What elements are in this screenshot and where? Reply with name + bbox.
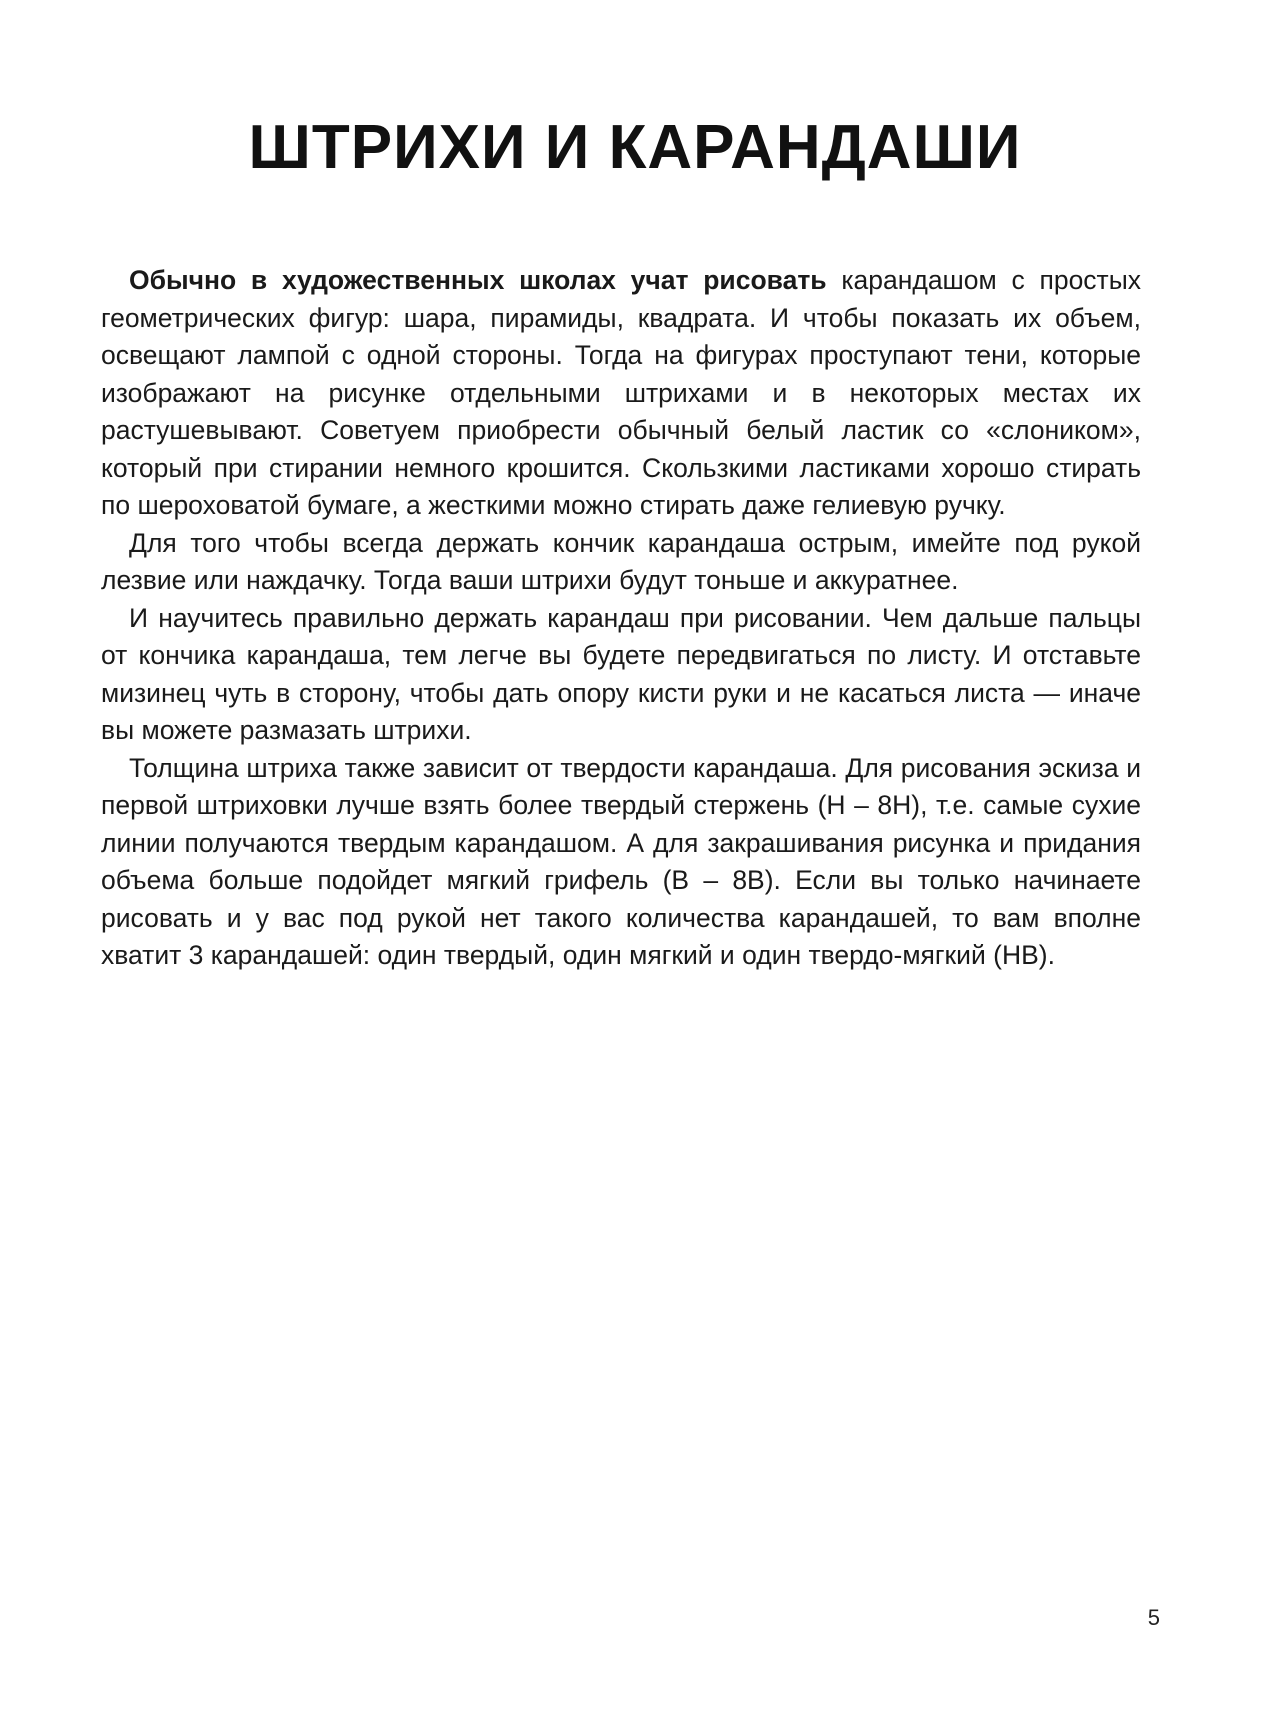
page-title: ШТРИХИ И КАРАНДАШИ bbox=[248, 113, 1022, 182]
paragraph-2: Для того чтобы всегда держать кончик карандаша острым, имейте под рукой лезвие или наждачку. Тогда ваши штрихи будут тоньше и аккуратнее. bbox=[101, 527, 1141, 595]
paragraph-4: Толщина штриха также зависит от твердости карандаша. Для рисования эскиза и первой штриховки лучше взять более твердый стержень (Н – 8Н), т.е. самые сухие линии получаются твердым карандашом. А для закрашивания рисунка и придания объема больше подойдет мягкий грифель (В – 8В). Если вы только начинаете рисовать и у вас под рукой нет такого количества карандашей, то вам вполне хватит 3 карандашей: один твердый, один мягкий и один твердо-мягкий (НВ). bbox=[101, 752, 1141, 970]
paragraph-1-lead: Обычно в художественных школах учат рисовать bbox=[129, 265, 827, 295]
page-number: 5 bbox=[1147, 1605, 1160, 1630]
body-text bbox=[101, 262, 1141, 975]
paragraph-1 bbox=[101, 262, 1141, 525]
paragraph-3: И научитесь правильно держать карандаш при рисовании. Чем дальше пальцы от кончика карандаша, тем легче вы будете передвигаться по листу. И отставьте мизинец чуть в сторону, чтобы дать опору кисти руки и не касаться листа — иначе вы можете размазать штрихи. bbox=[101, 602, 1141, 745]
paragraph-1-text: карандашом с простых геометрических фигур: шара, пирамиды, квадрата. И чтобы показать их объем, освещают лампой с одной стороны. Тогда на фигурах проступают тени, которые изображают на рисунке отдельными штрихами и в некоторых местах их растушевывают. Советуем приобрести обычный белый ластик со «слоником», который при стирании немного крошится. Скользкими ластиками хорошо стирать по шероховатой бумаге, а жесткими можно стирать даже гелиевую ручку. bbox=[101, 265, 1141, 520]
